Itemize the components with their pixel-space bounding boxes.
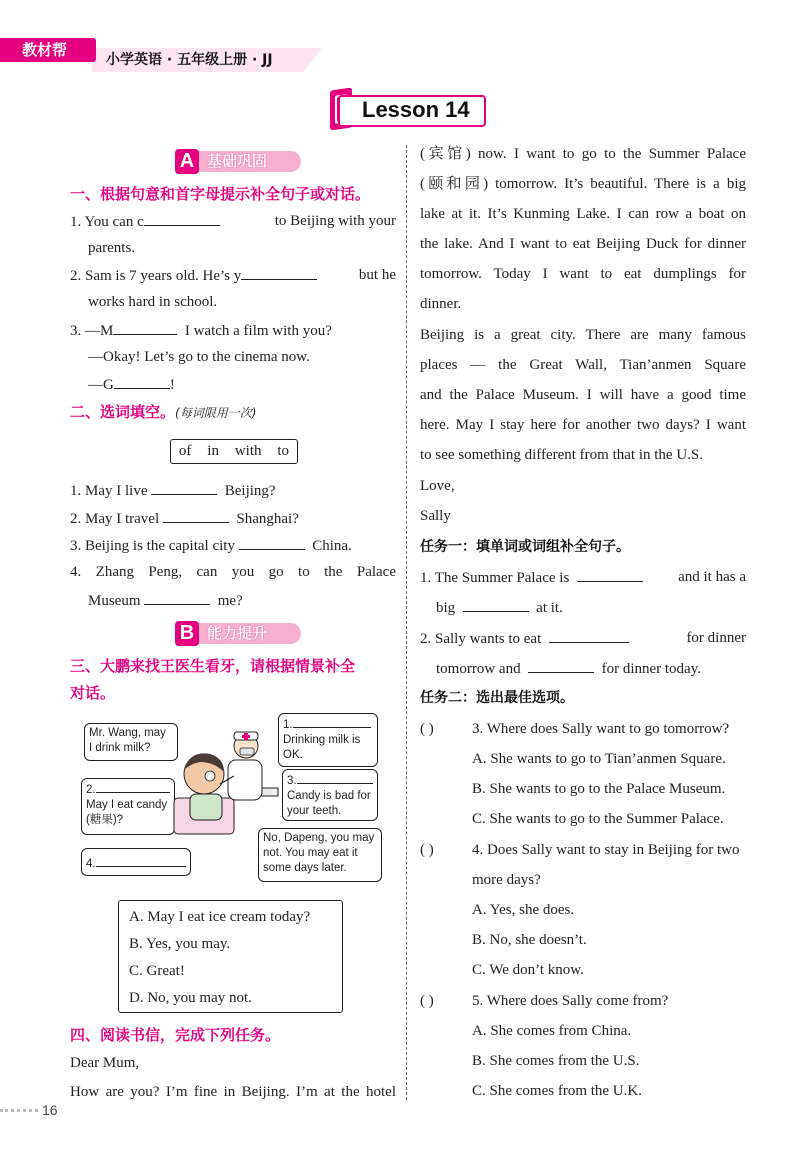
p2-q4-cont: Museum me? bbox=[88, 590, 243, 611]
answer-blank[interactable] bbox=[297, 772, 373, 784]
p1-q2: 2. Sam is 7 years old. He’s y but he bbox=[70, 267, 396, 284]
letter-line: places — the Great Wall, Tian’anmen Square bbox=[420, 357, 746, 373]
book-badge: 教材帮 bbox=[0, 38, 96, 62]
letter-signature: Sally bbox=[420, 508, 451, 524]
answer-blank[interactable] bbox=[96, 781, 170, 793]
option-b: B. Yes, you may. bbox=[129, 936, 231, 952]
question-4: 4. Does Sally want to stay in Beijing for two bbox=[472, 842, 740, 858]
p1-q1: 1. You can c to Beijing with your bbox=[70, 213, 396, 230]
page-number: 16 bbox=[42, 1102, 58, 1118]
section-a-banner bbox=[175, 149, 301, 174]
book-title: 小学英语 · 五年级上册 · JJ bbox=[106, 52, 273, 68]
q4-option-a: A. Yes, she does. bbox=[472, 902, 575, 918]
question-4-cont: more days? bbox=[472, 872, 541, 888]
p1-q1-cont: parents. bbox=[88, 240, 136, 256]
section-b-banner bbox=[175, 621, 301, 646]
task1-q2: 2. Sally wants to eat for dinner bbox=[420, 630, 746, 647]
dialogue-options bbox=[118, 900, 343, 1013]
p1-q3-line3: —G ! bbox=[88, 374, 175, 395]
bubble-patient-3: 4. bbox=[81, 848, 191, 876]
letter-line: tomorrow. Today I want to eat dumplings for bbox=[420, 266, 746, 282]
letter-line: here. May I stay here for another two days? I want bbox=[420, 417, 746, 433]
letter-closing: Love, bbox=[420, 478, 455, 494]
bubble-doctor-3: No, Dapeng, you may not. You may eat it some days later. bbox=[258, 828, 382, 882]
word-of: of bbox=[178, 443, 192, 459]
section-a-title: 基础巩固 bbox=[207, 152, 268, 170]
section-b-title: 能力提升 bbox=[207, 624, 268, 642]
q5-option-b: B. She comes from the U.S. bbox=[472, 1053, 640, 1069]
letter-line: and the Palace Museum. I will have a good time bbox=[420, 387, 746, 403]
answer-blank[interactable] bbox=[113, 320, 177, 335]
answer-blank[interactable] bbox=[577, 567, 643, 582]
p2-q1: 1. May I live Beijing? bbox=[70, 480, 276, 501]
task1-q2-cont: tomorrow and for dinner today. bbox=[436, 658, 701, 679]
answer-blank[interactable] bbox=[114, 374, 170, 389]
answer-blank[interactable] bbox=[151, 480, 217, 495]
q3-option-c: C. She wants to go to the Summer Palace. bbox=[472, 811, 724, 827]
letter-greeting: Dear Mum, bbox=[70, 1055, 140, 1071]
part3-heading-2: 对话。 bbox=[70, 684, 116, 702]
word-in: in bbox=[207, 443, 219, 459]
question-3: 3. Where does Sally want to go tomorrow? bbox=[472, 721, 730, 737]
p1-q3-line2: —Okay! Let’s go to the cinema now. bbox=[88, 349, 310, 365]
p1-q3: 3. —M I watch a film with you? bbox=[70, 320, 332, 341]
section-b-letter: B bbox=[175, 621, 199, 646]
section-a-letter: A bbox=[175, 149, 199, 174]
answer-paren-q5[interactable]: ( ) bbox=[420, 993, 434, 1009]
option-d: D. No, you may not. bbox=[129, 990, 252, 1006]
word-with: with bbox=[234, 443, 262, 459]
part2-heading: 二、选词填空。(每词限用一次) bbox=[70, 403, 257, 421]
word-bank bbox=[170, 439, 298, 464]
task2-heading: 任务二：选出最佳选项。 bbox=[420, 690, 574, 706]
letter-line: dinner. bbox=[420, 296, 462, 312]
answer-blank[interactable] bbox=[463, 597, 529, 612]
bubble-patient-1: Mr. Wang, may I drink milk? bbox=[84, 723, 178, 761]
q5-option-a: A. She comes from China. bbox=[472, 1023, 632, 1039]
p1-q2-cont: works hard in school. bbox=[88, 294, 218, 310]
bubble-patient-2: 2. May I eat candy (糖果)? bbox=[81, 778, 175, 835]
q4-option-b: B. No, she doesn’t. bbox=[472, 932, 587, 948]
task1-heading: 任务一：填单词或词组补全句子。 bbox=[420, 539, 630, 555]
column-divider bbox=[406, 145, 407, 1100]
q3-option-a: A. She wants to go to Tian’anmen Square. bbox=[472, 751, 726, 767]
answer-blank[interactable] bbox=[293, 716, 371, 728]
answer-blank[interactable] bbox=[241, 265, 317, 280]
p2-q3: 3. Beijing is the capital city China. bbox=[70, 535, 352, 556]
letter-line: lake at it. It’s Kunming Lake. I can row a boat on bbox=[420, 206, 746, 222]
word-to: to bbox=[277, 443, 290, 459]
letter-line: to see something different from that in the U.S. bbox=[420, 447, 704, 463]
lesson-title: Lesson 14 bbox=[362, 97, 470, 122]
bubble-doctor-2: 3. Candy is bad for your teeth. bbox=[282, 769, 378, 821]
part3-heading-1: 三、大鹏来找王医生看牙，请根据情景补全 bbox=[70, 657, 356, 675]
footer-dots bbox=[0, 1109, 38, 1112]
q3-option-b: B. She wants to go to the Palace Museum. bbox=[472, 781, 726, 797]
part1-heading: 一、根据句意和首字母提示补全句子或对话。 bbox=[70, 185, 371, 203]
answer-blank[interactable] bbox=[144, 590, 210, 605]
letter-line: (宾馆) now. I want to go to the Summer Palace bbox=[420, 146, 746, 162]
answer-blank[interactable] bbox=[144, 211, 220, 226]
answer-blank[interactable] bbox=[96, 855, 186, 867]
letter-line: the lake. And I want to eat Beijing Duck for dinner bbox=[420, 236, 746, 252]
letter-line: (颐和园) tomorrow. It’s beautiful. There is a big bbox=[420, 176, 746, 192]
answer-blank[interactable] bbox=[163, 508, 229, 523]
answer-blank[interactable] bbox=[239, 535, 305, 550]
part4-heading: 四、阅读书信，完成下列任务。 bbox=[70, 1026, 281, 1044]
p2-q4: 4. Zhang Peng, can you go to the Palace bbox=[70, 564, 396, 580]
option-a: A. May I eat ice cream today? bbox=[129, 909, 311, 925]
answer-blank[interactable] bbox=[549, 628, 629, 643]
q5-option-c: C. She comes from the U.K. bbox=[472, 1083, 642, 1099]
question-5: 5. Where does Sally come from? bbox=[472, 993, 669, 1009]
task1-q1: 1. The Summer Palace is and it has a bbox=[420, 569, 746, 586]
p2-q2: 2. May I travel Shanghai? bbox=[70, 508, 299, 529]
answer-blank[interactable] bbox=[528, 658, 594, 673]
answer-paren-q4[interactable]: ( ) bbox=[420, 842, 434, 858]
q4-option-c: C. We don’t know. bbox=[472, 962, 584, 978]
bubble-doctor-1: 1. Drinking milk is OK. bbox=[278, 713, 378, 767]
doctor-patient-illustration bbox=[170, 728, 290, 840]
task1-q1-cont: big at it. bbox=[436, 597, 563, 618]
option-c: C. Great! bbox=[129, 963, 185, 979]
letter-line: Beijing is a great city. There are many famous bbox=[420, 327, 746, 343]
letter-line-0: How are you? I’m fine in Beijing. I’m at the hotel bbox=[70, 1084, 396, 1100]
answer-paren-q3[interactable]: ( ) bbox=[420, 721, 434, 737]
